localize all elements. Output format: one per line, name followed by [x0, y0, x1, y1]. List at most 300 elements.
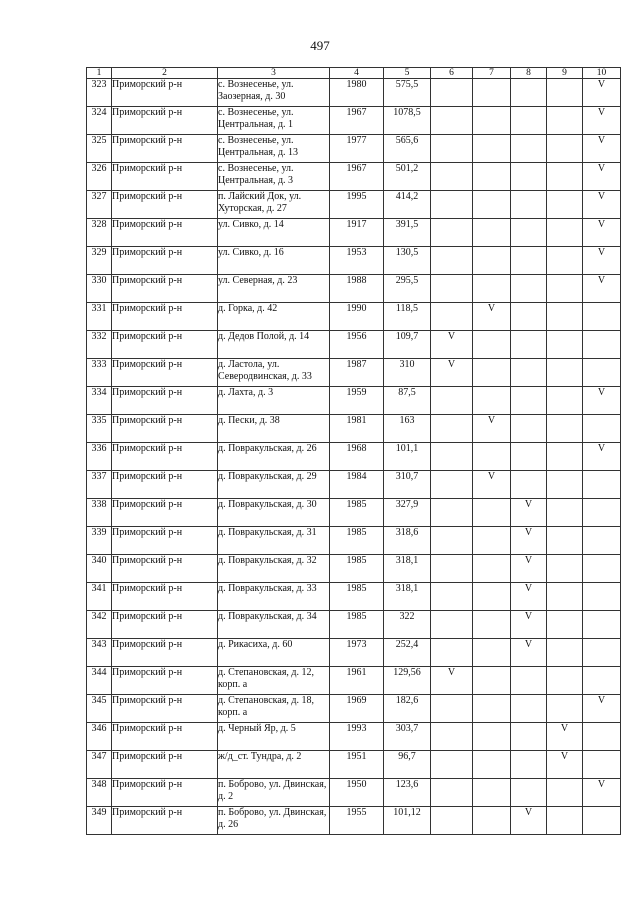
address-cell: д. Повракульская, д. 26 — [218, 443, 330, 471]
address-cell: д. Повракульская, д. 33 — [218, 583, 330, 611]
column-header: 9 — [547, 68, 583, 79]
mark-cell-col-8 — [511, 219, 547, 247]
table-row — [87, 191, 621, 219]
check-mark: V — [524, 555, 533, 566]
check-mark: V — [597, 387, 606, 398]
district-cell: Приморский р-н — [112, 695, 218, 723]
table-row — [87, 499, 621, 527]
mark-cell-col-9 — [547, 555, 583, 583]
mark-cell-col-8 — [511, 583, 547, 611]
area-cell: 391,5 — [384, 219, 431, 247]
check-mark: V — [597, 191, 606, 202]
table-row — [87, 723, 621, 751]
mark-cell-col-10 — [583, 415, 621, 443]
table-row — [87, 555, 621, 583]
mark-cell-col-8 — [511, 303, 547, 331]
column-header: 2 — [112, 68, 218, 79]
area-cell: 130,5 — [384, 247, 431, 275]
mark-cell-col-10 — [583, 303, 621, 331]
mark-cell-col-8 — [511, 779, 547, 807]
mark-cell-col-7 — [473, 415, 511, 443]
check-mark: V — [524, 583, 533, 594]
area-cell: 87,5 — [384, 387, 431, 415]
area-cell: 565,6 — [384, 135, 431, 163]
row-number-cell: 327 — [87, 191, 112, 219]
year-cell: 1973 — [330, 639, 384, 667]
mark-cell-col-10 — [583, 471, 621, 499]
area-cell: 327,9 — [384, 499, 431, 527]
mark-cell-col-8 — [511, 359, 547, 387]
mark-cell-col-7 — [473, 247, 511, 275]
table-row — [87, 779, 621, 807]
row-number-cell: 329 — [87, 247, 112, 275]
year-cell: 1967 — [330, 163, 384, 191]
mark-cell-col-6 — [431, 807, 473, 835]
mark-cell-col-10 — [583, 583, 621, 611]
column-header: 8 — [511, 68, 547, 79]
row-number-cell: 342 — [87, 611, 112, 639]
check-mark: V — [597, 135, 606, 146]
district-cell: Приморский р-н — [112, 275, 218, 303]
check-mark: V — [487, 471, 496, 482]
check-mark: V — [487, 303, 496, 314]
district-cell: Приморский р-н — [112, 555, 218, 583]
page-number: 497 — [310, 38, 330, 53]
address-cell: д. Рикасиха, д. 60 — [218, 639, 330, 667]
mark-cell-col-9 — [547, 499, 583, 527]
check-mark: V — [597, 79, 606, 90]
year-cell: 1993 — [330, 723, 384, 751]
year-cell: 1917 — [330, 219, 384, 247]
table-row — [87, 807, 621, 835]
mark-cell-col-8 — [511, 807, 547, 835]
mark-cell-col-6 — [431, 443, 473, 471]
mark-cell-col-8 — [511, 191, 547, 219]
year-cell: 1981 — [330, 415, 384, 443]
row-number-cell: 330 — [87, 275, 112, 303]
mark-cell-col-8 — [511, 135, 547, 163]
table-row — [87, 331, 621, 359]
column-header: 7 — [473, 68, 511, 79]
mark-cell-col-9 — [547, 583, 583, 611]
area-cell: 318,1 — [384, 583, 431, 611]
area-cell: 118,5 — [384, 303, 431, 331]
mark-cell-col-6 — [431, 247, 473, 275]
mark-cell-col-7 — [473, 779, 511, 807]
row-number-cell: 323 — [87, 79, 112, 107]
table-row — [87, 751, 621, 779]
table-row — [87, 639, 621, 667]
mark-cell-col-7 — [473, 163, 511, 191]
address-cell: д. Ластола, ул. Северодвинская, д. 33 — [218, 359, 330, 387]
column-header: 3 — [218, 68, 330, 79]
mark-cell-col-8 — [511, 331, 547, 359]
year-cell: 1956 — [330, 331, 384, 359]
district-cell: Приморский р-н — [112, 359, 218, 387]
mark-cell-col-9 — [547, 247, 583, 275]
district-cell: Приморский р-н — [112, 219, 218, 247]
mark-cell-col-10 — [583, 695, 621, 723]
table-row — [87, 163, 621, 191]
mark-cell-col-10 — [583, 387, 621, 415]
year-cell: 1995 — [330, 191, 384, 219]
column-header: 1 — [87, 68, 112, 79]
table-row — [87, 471, 621, 499]
year-cell: 1967 — [330, 107, 384, 135]
district-cell: Приморский р-н — [112, 303, 218, 331]
mark-cell-col-8 — [511, 275, 547, 303]
mark-cell-col-9 — [547, 79, 583, 107]
address-cell: п. Боброво, ул. Двинская, д. 2 — [218, 779, 330, 807]
mark-cell-col-10 — [583, 807, 621, 835]
mark-cell-col-7 — [473, 303, 511, 331]
mark-cell-col-9 — [547, 163, 583, 191]
mark-cell-col-10 — [583, 667, 621, 695]
mark-cell-col-8 — [511, 611, 547, 639]
mark-cell-col-7 — [473, 723, 511, 751]
mark-cell-col-9 — [547, 135, 583, 163]
mark-cell-col-9 — [547, 219, 583, 247]
column-header: 6 — [431, 68, 473, 79]
row-number-cell: 345 — [87, 695, 112, 723]
mark-cell-col-10 — [583, 331, 621, 359]
area-cell: 310,7 — [384, 471, 431, 499]
mark-cell-col-10 — [583, 443, 621, 471]
mark-cell-col-8 — [511, 527, 547, 555]
area-cell: 163 — [384, 415, 431, 443]
area-cell: 303,7 — [384, 723, 431, 751]
check-mark: V — [524, 527, 533, 538]
mark-cell-col-9 — [547, 527, 583, 555]
district-cell: Приморский р-н — [112, 247, 218, 275]
area-cell: 101,12 — [384, 807, 431, 835]
mark-cell-col-7 — [473, 667, 511, 695]
row-number-cell: 338 — [87, 499, 112, 527]
mark-cell-col-8 — [511, 499, 547, 527]
area-cell: 414,2 — [384, 191, 431, 219]
mark-cell-col-8 — [511, 667, 547, 695]
address-cell: д. Повракульская, д. 29 — [218, 471, 330, 499]
row-number-cell: 333 — [87, 359, 112, 387]
area-cell: 182,6 — [384, 695, 431, 723]
mark-cell-col-6 — [431, 751, 473, 779]
mark-cell-col-8 — [511, 695, 547, 723]
row-number-cell: 334 — [87, 387, 112, 415]
address-cell: д. Пески, д. 38 — [218, 415, 330, 443]
mark-cell-col-10 — [583, 219, 621, 247]
year-cell: 1985 — [330, 611, 384, 639]
table-row — [87, 247, 621, 275]
mark-cell-col-7 — [473, 331, 511, 359]
check-mark: V — [524, 807, 533, 818]
table-header — [87, 68, 621, 79]
mark-cell-col-7 — [473, 583, 511, 611]
mark-cell-col-10 — [583, 107, 621, 135]
district-cell: Приморский р-н — [112, 471, 218, 499]
address-cell: д. Черный Яр, д. 5 — [218, 723, 330, 751]
mark-cell-col-8 — [511, 555, 547, 583]
mark-cell-col-10 — [583, 191, 621, 219]
mark-cell-col-6 — [431, 695, 473, 723]
table-row — [87, 443, 621, 471]
mark-cell-col-9 — [547, 611, 583, 639]
mark-cell-col-8 — [511, 639, 547, 667]
area-cell: 310 — [384, 359, 431, 387]
address-cell: д. Горка, д. 42 — [218, 303, 330, 331]
check-mark: V — [487, 415, 496, 426]
year-cell: 1977 — [330, 135, 384, 163]
check-mark: V — [597, 443, 606, 454]
area-cell: 123,6 — [384, 779, 431, 807]
year-cell: 1955 — [330, 807, 384, 835]
table-row — [87, 667, 621, 695]
mark-cell-col-7 — [473, 79, 511, 107]
mark-cell-col-7 — [473, 135, 511, 163]
district-cell: Приморский р-н — [112, 387, 218, 415]
row-number-cell: 331 — [87, 303, 112, 331]
district-cell: Приморский р-н — [112, 527, 218, 555]
address-cell: ул. Сивко, д. 14 — [218, 219, 330, 247]
area-cell: 129,56 — [384, 667, 431, 695]
year-cell: 1959 — [330, 387, 384, 415]
district-cell: Приморский р-н — [112, 611, 218, 639]
mark-cell-col-6 — [431, 191, 473, 219]
table-row — [87, 695, 621, 723]
district-cell: Приморский р-н — [112, 415, 218, 443]
mark-cell-col-10 — [583, 527, 621, 555]
area-cell: 252,4 — [384, 639, 431, 667]
mark-cell-col-8 — [511, 723, 547, 751]
mark-cell-col-9 — [547, 359, 583, 387]
header-row — [87, 68, 621, 79]
mark-cell-col-10 — [583, 723, 621, 751]
mark-cell-col-7 — [473, 471, 511, 499]
address-cell: д. Лахта, д. 3 — [218, 387, 330, 415]
mark-cell-col-7 — [473, 751, 511, 779]
check-mark: V — [597, 163, 606, 174]
year-cell: 1984 — [330, 471, 384, 499]
table-row — [87, 135, 621, 163]
mark-cell-col-6 — [431, 163, 473, 191]
mark-cell-col-7 — [473, 359, 511, 387]
check-mark: V — [447, 359, 456, 370]
row-number-cell: 349 — [87, 807, 112, 835]
mark-cell-col-8 — [511, 443, 547, 471]
address-cell: д. Повракульская, д. 34 — [218, 611, 330, 639]
mark-cell-col-10 — [583, 163, 621, 191]
mark-cell-col-10 — [583, 499, 621, 527]
year-cell: 1953 — [330, 247, 384, 275]
area-cell: 109,7 — [384, 331, 431, 359]
mark-cell-col-9 — [547, 471, 583, 499]
row-number-cell: 325 — [87, 135, 112, 163]
row-number-cell: 343 — [87, 639, 112, 667]
row-number-cell: 347 — [87, 751, 112, 779]
row-number-cell: 339 — [87, 527, 112, 555]
area-cell: 295,5 — [384, 275, 431, 303]
registry-table — [86, 67, 621, 835]
year-cell: 1988 — [330, 275, 384, 303]
check-mark: V — [560, 751, 569, 762]
table-row — [87, 219, 621, 247]
mark-cell-col-7 — [473, 527, 511, 555]
district-cell: Приморский р-н — [112, 779, 218, 807]
district-cell: Приморский р-н — [112, 667, 218, 695]
address-cell: с. Вознесенье, ул. Центральная, д. 13 — [218, 135, 330, 163]
area-cell: 322 — [384, 611, 431, 639]
address-cell: п. Лайский Док, ул. Хуторская, д. 27 — [218, 191, 330, 219]
table-row — [87, 527, 621, 555]
mark-cell-col-6 — [431, 135, 473, 163]
check-mark: V — [597, 275, 606, 286]
row-number-cell: 346 — [87, 723, 112, 751]
mark-cell-col-6 — [431, 611, 473, 639]
district-cell: Приморский р-н — [112, 807, 218, 835]
mark-cell-col-9 — [547, 443, 583, 471]
year-cell: 1985 — [330, 555, 384, 583]
area-cell: 501,2 — [384, 163, 431, 191]
address-cell: д. Степановская, д. 12, корп. а — [218, 667, 330, 695]
mark-cell-col-8 — [511, 751, 547, 779]
mark-cell-col-6 — [431, 583, 473, 611]
mark-cell-col-6 — [431, 471, 473, 499]
mark-cell-col-6 — [431, 415, 473, 443]
mark-cell-col-6 — [431, 723, 473, 751]
mark-cell-col-7 — [473, 639, 511, 667]
address-cell: д. Повракульская, д. 31 — [218, 527, 330, 555]
mark-cell-col-10 — [583, 247, 621, 275]
district-cell: Приморский р-н — [112, 751, 218, 779]
year-cell: 1980 — [330, 79, 384, 107]
address-cell: д. Повракульская, д. 32 — [218, 555, 330, 583]
row-number-cell: 344 — [87, 667, 112, 695]
mark-cell-col-6 — [431, 331, 473, 359]
mark-cell-col-9 — [547, 191, 583, 219]
mark-cell-col-10 — [583, 275, 621, 303]
year-cell: 1987 — [330, 359, 384, 387]
district-cell: Приморский р-н — [112, 191, 218, 219]
district-cell: Приморский р-н — [112, 639, 218, 667]
mark-cell-col-9 — [547, 331, 583, 359]
check-mark: V — [597, 695, 606, 706]
district-cell: Приморский р-н — [112, 79, 218, 107]
mark-cell-col-6 — [431, 639, 473, 667]
year-cell: 1985 — [330, 499, 384, 527]
mark-cell-col-9 — [547, 387, 583, 415]
row-number-cell: 328 — [87, 219, 112, 247]
mark-cell-col-7 — [473, 191, 511, 219]
area-cell: 575,5 — [384, 79, 431, 107]
district-cell: Приморский р-н — [112, 583, 218, 611]
year-cell: 1951 — [330, 751, 384, 779]
mark-cell-col-10 — [583, 555, 621, 583]
row-number-cell: 337 — [87, 471, 112, 499]
mark-cell-col-9 — [547, 779, 583, 807]
year-cell: 1969 — [330, 695, 384, 723]
check-mark: V — [524, 639, 533, 650]
column-header: 5 — [384, 68, 431, 79]
table-row — [87, 79, 621, 107]
table-body — [87, 79, 621, 835]
address-cell: с. Вознесенье, ул. Центральная, д. 1 — [218, 107, 330, 135]
mark-cell-col-9 — [547, 723, 583, 751]
row-number-cell: 341 — [87, 583, 112, 611]
check-mark: V — [447, 331, 456, 342]
mark-cell-col-8 — [511, 247, 547, 275]
mark-cell-col-6 — [431, 79, 473, 107]
mark-cell-col-9 — [547, 107, 583, 135]
mark-cell-col-6 — [431, 359, 473, 387]
year-cell: 1950 — [330, 779, 384, 807]
row-number-cell: 336 — [87, 443, 112, 471]
mark-cell-col-8 — [511, 107, 547, 135]
mark-cell-col-6 — [431, 499, 473, 527]
mark-cell-col-7 — [473, 555, 511, 583]
mark-cell-col-10 — [583, 639, 621, 667]
row-number-cell: 348 — [87, 779, 112, 807]
address-cell: д. Повракульская, д. 30 — [218, 499, 330, 527]
row-number-cell: 332 — [87, 331, 112, 359]
mark-cell-col-10 — [583, 751, 621, 779]
address-cell: ул. Сивко, д. 16 — [218, 247, 330, 275]
area-cell: 96,7 — [384, 751, 431, 779]
check-mark: V — [597, 247, 606, 258]
area-cell: 318,6 — [384, 527, 431, 555]
table-row — [87, 303, 621, 331]
check-mark: V — [524, 611, 533, 622]
mark-cell-col-10 — [583, 611, 621, 639]
mark-cell-col-9 — [547, 303, 583, 331]
mark-cell-col-6 — [431, 667, 473, 695]
mark-cell-col-6 — [431, 219, 473, 247]
mark-cell-col-8 — [511, 471, 547, 499]
district-cell: Приморский р-н — [112, 107, 218, 135]
mark-cell-col-8 — [511, 79, 547, 107]
mark-cell-col-6 — [431, 387, 473, 415]
mark-cell-col-7 — [473, 443, 511, 471]
column-header: 4 — [330, 68, 384, 79]
mark-cell-col-9 — [547, 639, 583, 667]
year-cell: 1985 — [330, 527, 384, 555]
mark-cell-col-9 — [547, 275, 583, 303]
district-cell: Приморский р-н — [112, 331, 218, 359]
table-row — [87, 387, 621, 415]
mark-cell-col-9 — [547, 751, 583, 779]
address-cell: д. Дедов Полой, д. 14 — [218, 331, 330, 359]
area-cell: 1078,5 — [384, 107, 431, 135]
check-mark: V — [560, 723, 569, 734]
table-row — [87, 107, 621, 135]
district-cell: Приморский р-н — [112, 499, 218, 527]
mark-cell-col-6 — [431, 527, 473, 555]
table-row — [87, 583, 621, 611]
check-mark: V — [597, 107, 606, 118]
mark-cell-col-9 — [547, 415, 583, 443]
mark-cell-col-10 — [583, 359, 621, 387]
mark-cell-col-7 — [473, 275, 511, 303]
address-cell: п. Боброво, ул. Двинская, д. 26 — [218, 807, 330, 835]
year-cell: 1985 — [330, 583, 384, 611]
mark-cell-col-7 — [473, 219, 511, 247]
row-number-cell: 326 — [87, 163, 112, 191]
mark-cell-col-10 — [583, 779, 621, 807]
address-cell: д. Степановская, д. 18, корп. а — [218, 695, 330, 723]
check-mark: V — [597, 219, 606, 230]
mark-cell-col-6 — [431, 107, 473, 135]
district-cell: Приморский р-н — [112, 163, 218, 191]
table-row — [87, 611, 621, 639]
year-cell: 1990 — [330, 303, 384, 331]
